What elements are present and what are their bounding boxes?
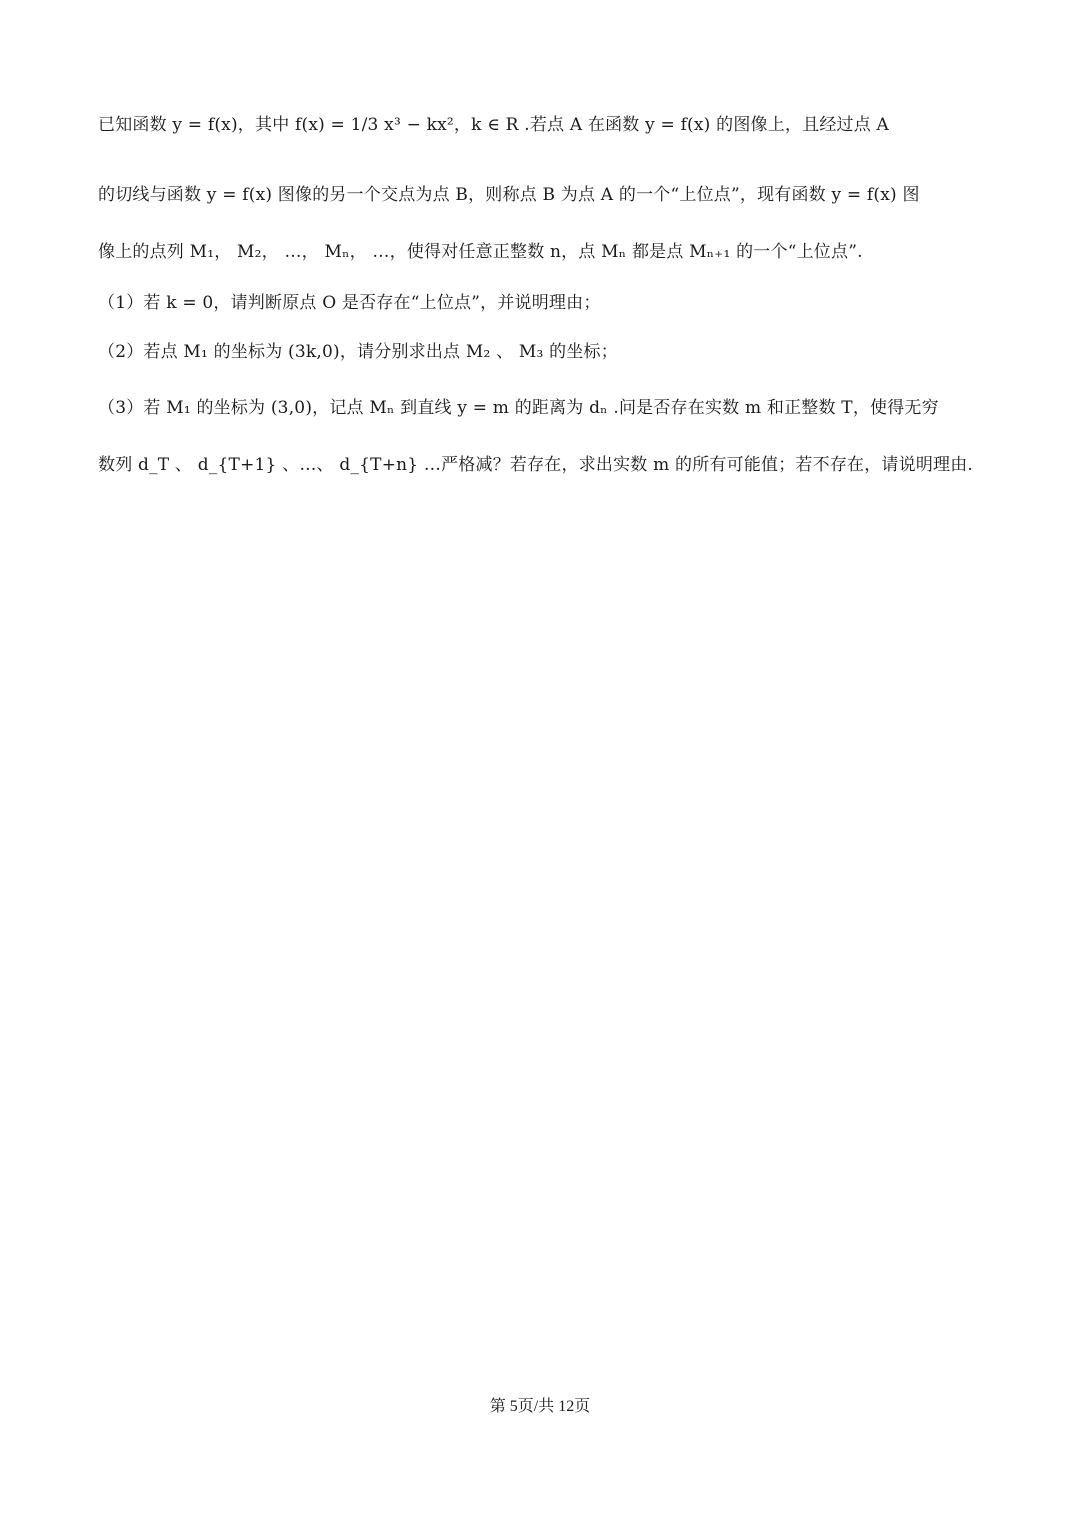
part-1 (98, 291, 988, 315)
question-text-2: 的切线与函数 y = f(x) 图像的另一个交点为点 B，则称点 B 为点 A 的一个“上位点”，现有函数 y = f(x) 图 (98, 185, 920, 205)
question-text-3: 像上的点列 M₁， M₂， …， Mₙ， …，使得对任意正整数 n，点 Mₙ 都是点 Mₙ₊₁ 的一个“上位点”. (98, 242, 863, 262)
part-3-line-1 (98, 396, 988, 420)
part-3-text-2: 数列 d_T 、 d_{T+1} 、…、 d_{T+n} …严格减？若存在，求出实数 m 的所有可能值；若不存在，请说明理由. (98, 455, 974, 475)
page-footer: 第 5页/共 12页 (489, 1398, 591, 1415)
part-3-line-2 (98, 453, 988, 477)
question-text-1: 已知函数 y = f(x)，其中 f(x) = 1/3 x³ − kx²，k ∈ R .若点 A 在函数 y = f(x) 的图像上，且经过点 A (98, 115, 889, 135)
part-3-text-1: （3）若 M₁ 的坐标为 (3,0)，记点 Mₙ 到直线 y = m 的距离为 dₙ .问是否存在实数 m 和正整数 T，使得无穷 (98, 398, 939, 418)
question-line-1 (98, 113, 988, 137)
question-line-2 (98, 183, 988, 207)
part-1-text: （1）若 k = 0，请判断原点 O 是否存在“上位点”，并说明理由； (98, 293, 601, 313)
question-line-3 (98, 240, 988, 264)
part-2 (98, 340, 988, 364)
part-2-text: （2）若点 M₁ 的坐标为 (3k,0)，请分别求出点 M₂ 、 M₃ 的坐标； (98, 342, 618, 362)
